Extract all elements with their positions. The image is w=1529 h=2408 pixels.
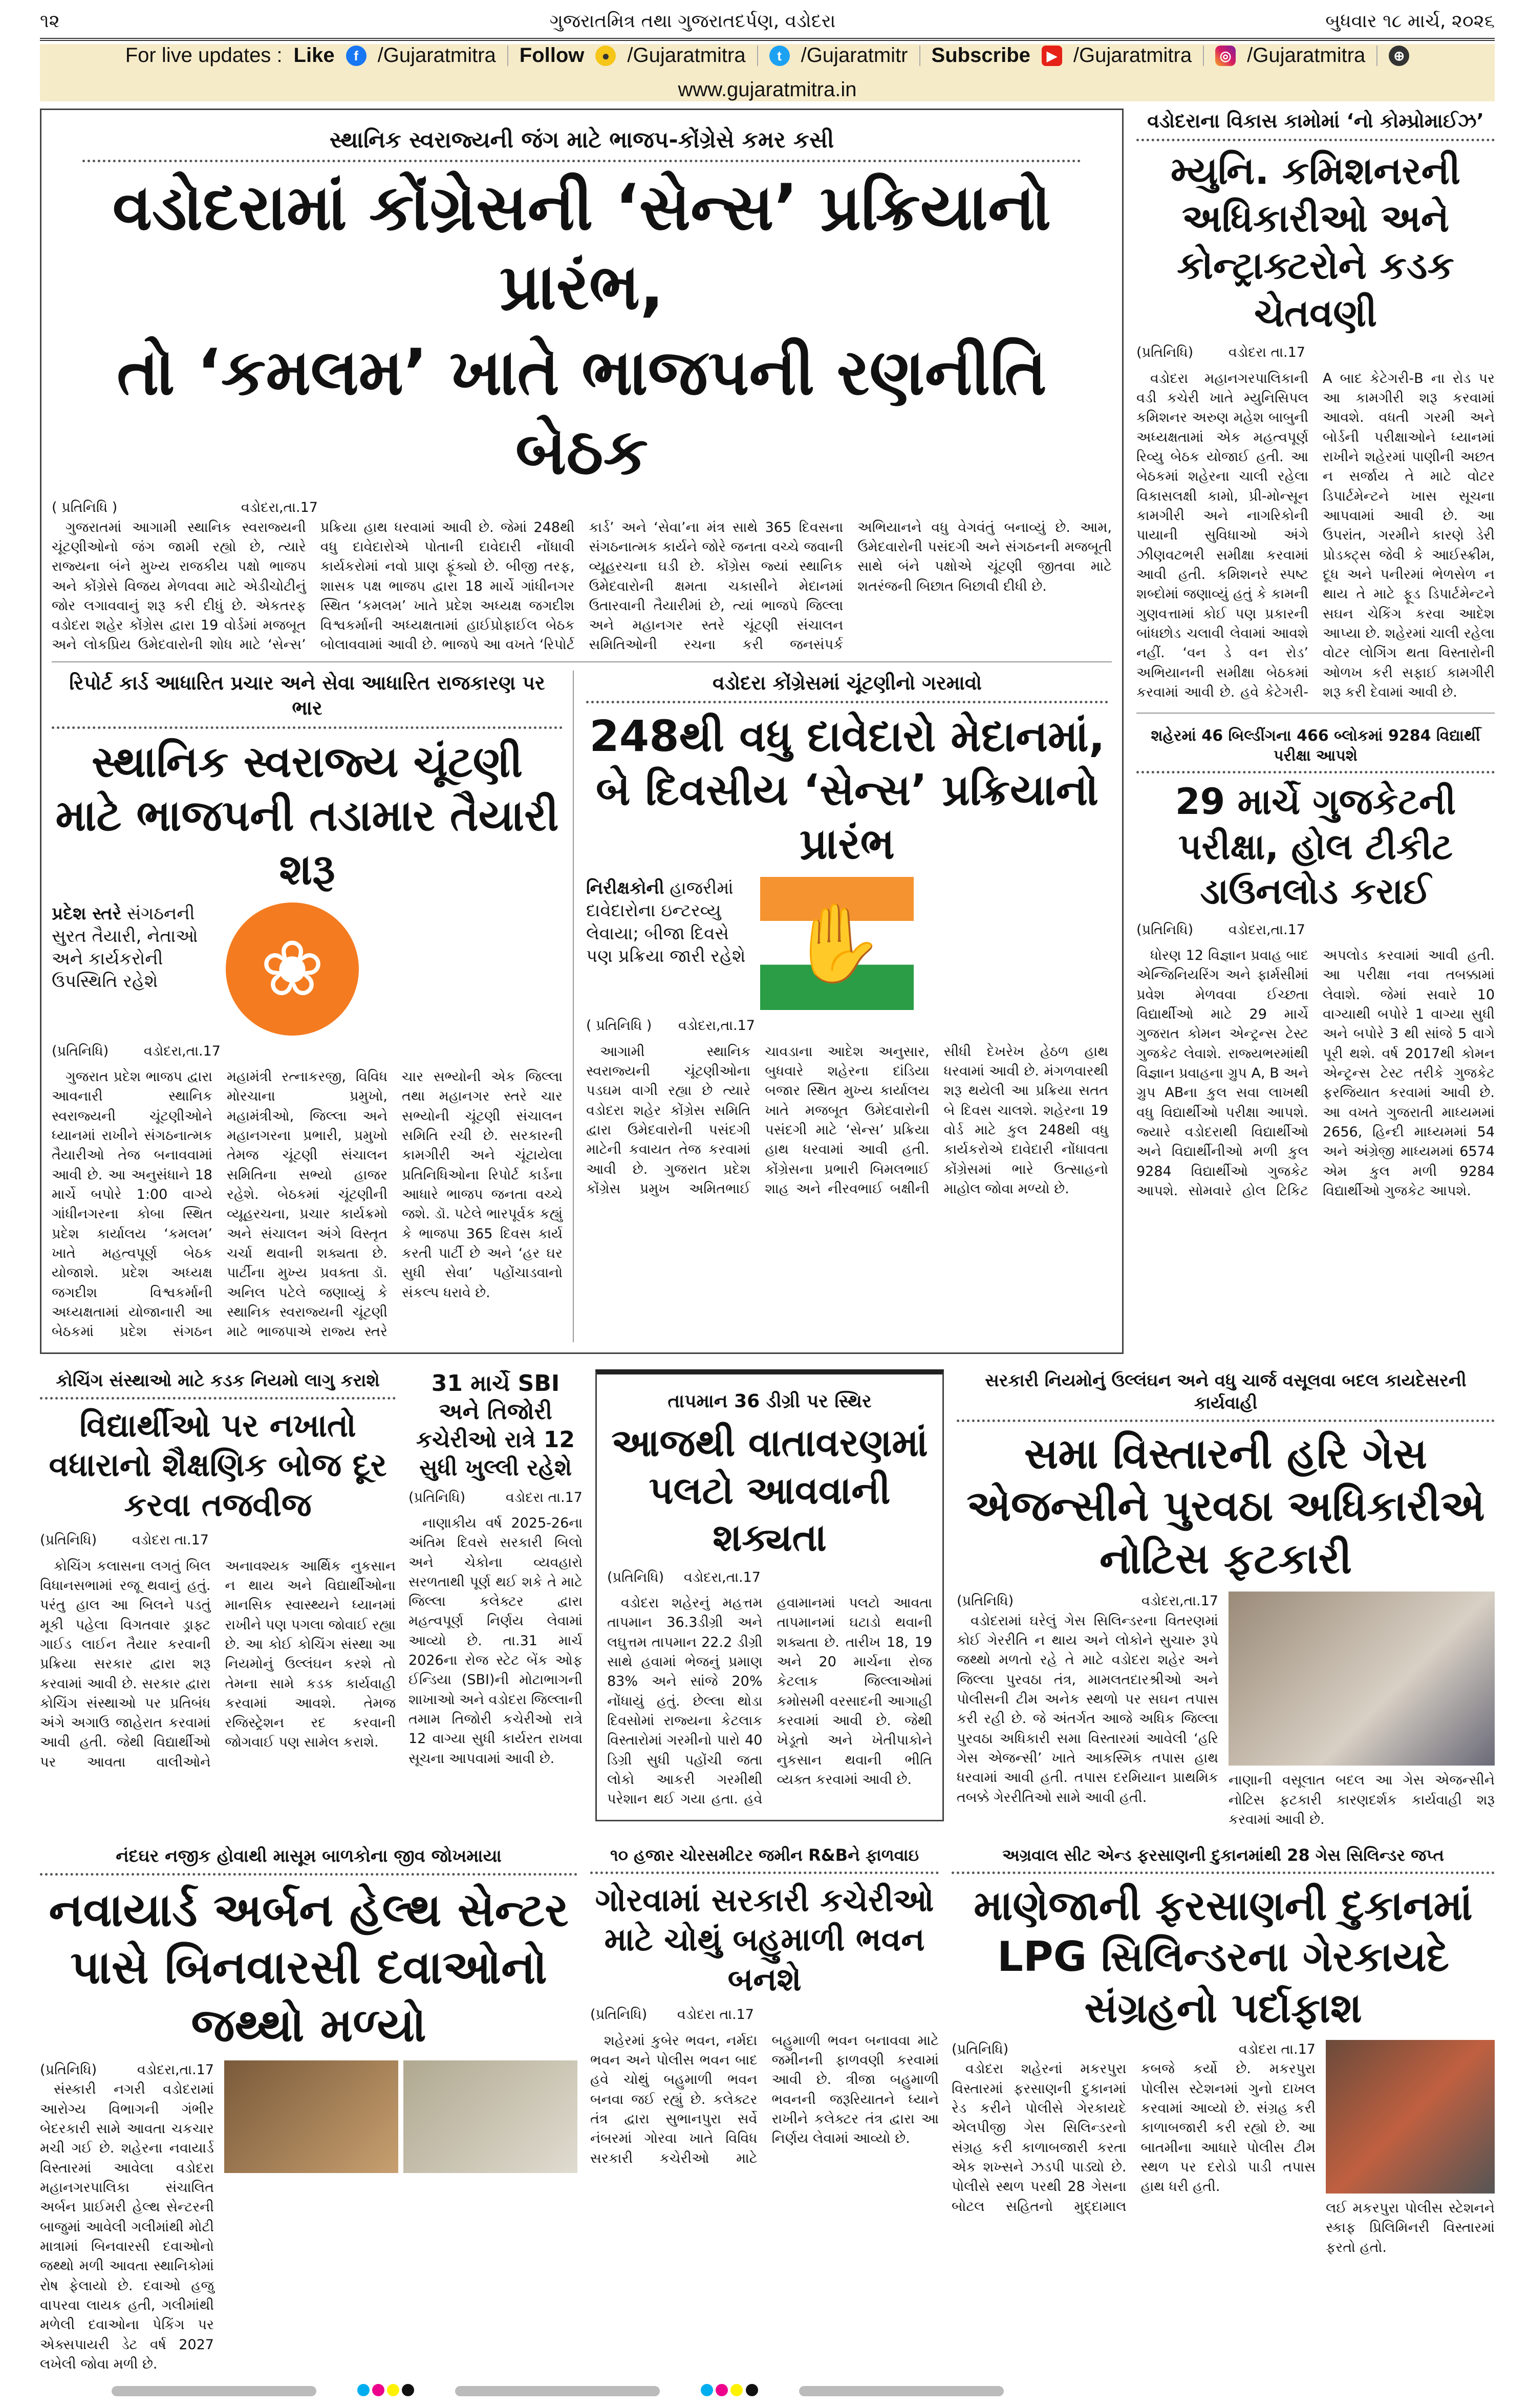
byline: ( પ્રતિનિધિ ): [586, 1018, 652, 1034]
cylinder-seizure-photo: [1326, 2040, 1495, 2194]
gas-inspection-photo: [1229, 1592, 1495, 1766]
gray-bar: [799, 2386, 1004, 2396]
top-section: [40, 109, 1495, 1354]
lead-headline-1: વડોદરામાં કોંગ્રેસની ‘સેન્સ’ પ્રક્રિયાનો પ્રારંભ,: [112, 171, 1051, 325]
article-body: [586, 1042, 1108, 1199]
congress-story: [586, 671, 1108, 1199]
bjp-headline: સ્થાનિક સ્વરાજ્ય ચૂંટણી માટે ભાજપની તડામાર તૈયારી શરૂ: [55, 736, 559, 894]
exam-kicker: શહેરમાં 46 બિલ્ડીંગના 466 બ્લોકમાં 9284 વિદ્યાર્થી પરીક્ષા આપશે: [1136, 726, 1495, 773]
dateline: વડોદરા,તા.17: [1228, 921, 1305, 938]
byline: (પ્રતિનિધિ): [52, 1043, 109, 1059]
right-column: [1136, 109, 1495, 1201]
dateline: વડોદરા,તા.17: [143, 1043, 221, 1059]
intro-bold: નિરીક્ષકોની: [586, 878, 664, 899]
intro-text: સંગઠનની સુરત તૈયારી, નેતાઓ અને કાર્યકરોની ઉપસ્થિતિ રહેશે: [52, 903, 198, 992]
article-body: [408, 1514, 583, 1769]
byline: (પ્રતિનિધિ): [40, 2062, 97, 2078]
divider: [757, 46, 758, 66]
bottom-section: [40, 1845, 1495, 2374]
middle-section: [40, 1369, 1495, 1830]
article-body: [1136, 369, 1495, 703]
byline: (પ્રતિનિધિ): [1136, 345, 1194, 361]
koo-bird-icon[interactable]: ●: [595, 46, 616, 66]
article-body: [957, 1611, 1218, 1808]
gas-agency-story: [957, 1369, 1495, 1830]
weather-story-box: [595, 1369, 944, 1821]
social-banner: [40, 44, 1495, 101]
banner-prefix: For live updates :: [125, 44, 283, 67]
body-text: નાણાકીય વર્ષ 2025-26ના અંતિમ દિવસે સરકારી બિલો અને ચેકોના વ્યવહારો સરળતાથી પૂર્ણ થઈ શકે તે માટે જિલ્લા કલેક્ટર દ્વારા મહત્વપૂર્ણ નિર્ણય લેવામાં આવ્યો છે. તા.31 માર્ચ 2026ના રોજ સ્ટેટ બેંક ઓફ ઈન્ડિયા (SBI)ની મોટાભાગની શાખાઓ અને વડોદરા જિલ્લાની તમામ તિજોરી કચેરીઓ રાત્રે 12 વાગ્યા સુધી કાર્યરત રાખવા સૂચના આપવામાં આવી છે.: [408, 1515, 583, 1767]
lead-headline-2: તો ‘કમલમ’ ખાતે ભાજપની રણનીતિ બેઠક: [117, 336, 1047, 489]
website-link[interactable]: www.gujaratmitra.in: [678, 78, 857, 101]
body-text: કોચિંગ કલાસના લગતું બિલ વિધાનસભામાં રજૂ થવાનું હતું. પરંતુ હાલ આ બિલને પડતું મૂકી પહેલા વિગતવાર ડ્રાફ્ટ ગાઈડ લાઈન તૈયાર કરવાની પ્રક્રિયા સરકાર દ્વારા શરૂ કરવામાં આવી છે. સરકાર દ્વારા કોચિંગ સંસ્થાઓ પર પ્રતિબંધ અંગે અગાઉ જાહેરાત કરવામાં આવી હતી. જેથી વિદ્યાર્થીઓ પર આવતા વાલીઓને અનાવશ્યક આર્થિક નુકસાન ન થાય અને વિદ્યાર્થીઓના માનસિક સ્વાસ્થ્યને ધ્યાનમાં રાખીને પણ પગલા જોવાઈ રહ્યા છે. આ કોઈ કોચિંગ સંસ્થા આ નિયમોનું ઉલ્લંઘન કરશે તો તેમના સામે કડક કાર્યવાહી કરવામાં આવશે. તેમજ રજિસ્ટ્રેશન રદ કરવાની જોગવાઈ પણ સામેલ કરાશે.: [40, 1558, 396, 1770]
dateline: વડોદરા,તા.17: [241, 500, 318, 516]
subscribe-label: Subscribe: [931, 44, 1030, 67]
color-dots: [701, 2384, 758, 2398]
byline: (પ્રતિનિધિ): [607, 1569, 664, 1585]
gray-bar: [112, 2386, 316, 2396]
coaching-story: [40, 1369, 396, 1773]
intro-bold: પ્રદેશ સ્તરે: [52, 903, 122, 924]
twitter-link[interactable]: /Gujaratmitr: [801, 44, 908, 67]
facebook-link[interactable]: /Gujaratmitra: [377, 44, 496, 67]
urban-headline: નવાયાર્ડ અર્બન હેલ્થ સેન્ટર પાસે બિનવારસી દવાઓનો જથ્થો મળ્યો: [49, 1883, 569, 2052]
like-label: Like: [293, 44, 335, 67]
twitter-icon[interactable]: t: [769, 46, 790, 66]
byline: (પ્રતિનિધિ): [40, 1532, 97, 1549]
article-body: [1136, 946, 1495, 1201]
masthead: ગુજરાતમિત્ર તથા ગુજરાતદર્પણ, વડોદરા: [549, 11, 836, 32]
lotus-logo: ❀: [226, 902, 359, 1036]
body-text: વડોદરા શહેરનાં મકરપુરા વિસ્તારમાં ફરસાણની દુકાનમાં રેડ કરીને પોલીસે ગેરકાયદે એલપીજી ગેસ સિલિન્ડરનો સંગ્રહ કરી કાળાબજારી કરતા એક શખ્સને ઝડપી પાડ્યો છે. પોલીસે સ્થળ પરથી 28 ગેસના બોટલ સહિતનો મુદ્દામાલ કબજે કર્યો છે. મકરપુરા પોલીસ સ્ટેશનમાં ગુનો દાખલ કરવામાં આવ્યો છે. સંગ્રહ કરી કાળાબજારી કરી રહ્યો છે. આ બાતમીના આધારે પોલીસ ટીમ સ્થળ પર દરોડો પાડી તપાસ હાથ ધરી હતી.: [952, 2061, 1316, 2214]
muni-kicker: વડોદરાના વિકાસ કામોમાં ‘નો કોમ્પ્રોમાઈઝ’: [1136, 109, 1495, 141]
divider: [1203, 46, 1204, 66]
body-text: ગુજરાત પ્રદેશ ભાજપ દ્વારા આવનારી સ્થાનિક સ્વરાજ્યની ચૂંટણીઓને ધ્યાનમાં રાખીને સંગઠનાત્મક તૈયારીઓ તેજ બનાવવામાં આવી છે. આ અનુસંધાને 18 માર્ચે બપોરે 1:00 વાગ્યે ગાંધીનગરના કોબા સ્થિત પ્રદેશ કાર્યાલય ‘કમલમ’ ખાતે મહત્વપૂર્ણ બેઠક યોજાશે. પ્રદેશ અધ્યક્ષ જગદીશ વિશ્વકર્માની અધ્યક્ષતામાં યોજાનારી આ બેઠકમાં પ્રદેશ સંગઠન મહામંત્રી રત્નાકરજી, વિવિધ મોરચાના પ્રમુખો, મહામંત્રીઓ, જિલ્લા અને મહાનગરના પ્રભારી, પ્રમુખો તેમજ ચૂંટણી સંચાલન સમિતિના સભ્યો હાજર રહેશે. બેઠકમાં ચૂંટણીની વ્યૂહરચના, પ્રચાર કાર્યક્રમો અને સંચાલન અંગે વિસ્તૃત ચર્ચા થવાની શક્યતા છે. પાર્ટીના મુખ્ય પ્રવક્તા ડૉ. અનિલ પટેલે જણાવ્યું કે સ્થાનિક સ્વરાજ્યની ચૂંટણી માટે ભાજપાએ રાજ્ય સ્તરે ચાર સભ્યોની એક જિલ્લા તથા મહાનગર સ્તરે ચાર સભ્યોની ચૂંટણી સંચાલન સમિતિ રચી છે. સરકારની કામગીરી અને ચૂંટાયેલા પ્રતિનિધિઓના રિપોર્ટ કાર્ડના આધારે ભાજપ જનતા વચ્ચે જશે. ડૉ. પટેલે ભારપૂર્વક કહ્યું કે ભાજપા 365 દિવસ કાર્ય કરતી પાર્ટી છે અને ‘હર ઘર સુધી સેવા’ પહોંચાડવાનો સંકલ્પ ધરાવે છે.: [52, 1068, 563, 1340]
color-dots: [357, 2384, 414, 2398]
dateline: વડોદરા તા.17: [1238, 2041, 1316, 2057]
gas-kicker: સરકારી નિયમોનું ઉલ્લંઘન અને વધુ ચાર્જ વસૂલવા બદલ કાયદેસરની કાર્યવાહી: [957, 1369, 1495, 1422]
divider: [1376, 46, 1377, 66]
globe-icon: ⊕: [1389, 46, 1409, 66]
koo-link[interactable]: /Gujaratmitra: [627, 44, 746, 67]
muni-headline: મ્યુનિ. કમિશનરની અધિકારીઓ અને કોન્ટ્રાક્ટરોને કડક ચેતવણી: [1170, 149, 1461, 335]
body-text: વડોદરામાં ઘરેલું ગેસ સિલિન્ડરના વિતરણમાં કોઈ ગેરરીતિ ન થાય અને લોકોને સુચારુ રૂપે જથ્થો મળતો રહે તે માટે વડોદરા શહેર અને જિલ્લા પુરવઠા તંત્ર, મામલતદારશ્રીઓ અને પોલીસની ટીમ અનેક સ્થળો પર સઘન તપાસ કરી રહી છે. જે અંતર્ગત આજે અધિક જિલ્લા પુરવઠા અધિકારી સમા વિસ્તારમાં આવેલી ‘હરિ ગેસ એજન્સી’ ખાતે આકસ્મિક તપાસ હાથ ધરવામાં આવી હતી. તપાસ દરમિયાન પ્રાથમિક તબક્કે ગેરરીતિઓ સામે આવી હતી.: [957, 1612, 1218, 1805]
dateline: વડોદરા,તા.17: [678, 1018, 755, 1034]
lead-kicker: સ્થાનિક સ્વરાજ્યની જંગ માટે ભાજપ-કોંગ્રેસે કમર કસી: [82, 125, 1081, 162]
bjp-intro: [52, 902, 216, 993]
sbi-story: [408, 1369, 583, 1769]
dateline: વડોદરા,તા.17: [137, 2062, 214, 2078]
bjp-kicker: રિપોર્ટ કાર્ડ આધારિત પ્રચાર અને સેવા આધારિત રાજકારણ પર ભાર: [52, 671, 563, 729]
body-text: સંસ્કારી નગરી વડોદરામાં આરોગ્ય વિભાગની ગંભીર બેદરકારી સામે આવતા ચકચાર મચી ગઈ છે. શહેરના નવાયાર્ડ વિસ્તારમાં આવેલા વડોદરા મહાનગરપાલિકા સંચાલિત અર્બન પ્રાઈમરી હેલ્થ સેન્ટરની બાજુમાં આવેલી ગલીમાંથી મોટી માત્રામાં બિનવારસી દવાઓનો જથ્થો મળી આવતા સ્થાનિકોમાં રોષ ફેલાયો છે. દવાઓ હજુ વાપરવા લાયક હતી, ગલીમાંથી મળેલી દવાઓના પેકિંગ પર એક્સપાયરી ડેટ વર્ષ 2027 લખેલી જોવા મળી છે.: [40, 2081, 214, 2372]
bjp-story: [52, 671, 574, 1342]
gorva-story: [590, 1845, 939, 2168]
follow-label: Follow: [519, 44, 585, 67]
sbi-headline: 31 માર્ચે SBI અને તિજોરી કચેરીઓ રાત્રે 12 સુધી ખુલ્લી રહેશે: [416, 1370, 575, 1481]
article-body: [590, 2031, 939, 2168]
issue-date: બુધવાર ૧૮ માર્ચ, ૨૦૨૬: [1325, 11, 1495, 32]
instagram-icon[interactable]: ◎: [1215, 46, 1236, 66]
body-text: શહેરમાં કુબેર ભવન, નર્મદા ભવન અને પોલીસ ભવન બાદ હવે ચોથું બહુમાળી ભવન બનવા જઈ રહ્યું છે. કલેક્ટર તંત્ર દ્વારા સુભાનપુરા સર્વે નંબરમાં ગોરવા ખાતે વિવિધ સરકારી કચેરીઓ માટે બહુમાળી ભવન બનાવવા માટે જમીનની ફાળવણી કરવામાં આવી છે. ત્રીજા બહુમાળી ભવનની જરૂરિયાતને ધ્યાને રાખીને કલેક્ટર તંત્ર દ્વારા આ નિર્ણય લેવામાં આવ્યો છે.: [590, 2032, 939, 2166]
lead-article: [52, 498, 1112, 655]
weather-kicker: તાપમાન 36 ડીગ્રી પર સ્થિર: [667, 1390, 872, 1412]
body-text: ધોરણ 12 વિજ્ઞાન પ્રવાહ બાદ એન્જિનિયરિંગ અને ફાર્મસીમાં પ્રવેશ મેળવવા ઈચ્છતા વિદ્યાર્થીઓ માટે 29 માર્ચે ગુજરાત કોમન એન્ટ્રન્સ ટેસ્ટ ગુજકેટ લેવાશે. રાજ્યભરમાંથી વિજ્ઞાન પ્રવાહના ગ્રુપ A, B અને ગ્રુપ ABના કુલ સવા લાખથી વધુ વિદ્યાર્થીઓ પરીક્ષા આપશે. જ્યારે વડોદરાથી વિદ્યાર્થીઓ અને વિદ્યાર્થીનીઓ મળી કુલ 9284 વિદ્યાર્થીઓ ગુજકેટ આપશે. સોમવારે હોલ ટિકિટ અપલોડ કરવામાં આવી હતી. આ પરીક્ષા નવા તબક્કામાં લેવાશે. જેમાં સવારે 10 વાગ્યાથી બપોરે 1 વાગ્યા સુધી અને બપોરે 3 થી સાંજે 5 વાગે પૂરી થશે. વર્ષ 2017થી કોમન એન્ટ્રન્સ ટેસ્ટ તરીકે ગુજકેટ ફરજિયાત કરવામાં આવી છે. આ વખતે ગુજરાતી માધ્યમમાં 2656, હિન્દી માધ્યમમાં 54 અને અંગ્રેજી માધ્યમમાં 6574 એમ કુલ મળી 9284 વિદ્યાર્થીઓ ગુજકેટ આપશે.: [1136, 948, 1495, 1199]
article-body: [607, 1594, 932, 1810]
dateline: વડોદરા,તા.17: [1141, 1593, 1218, 1609]
lpg-kicker: અગ્રવાલ સીટ એન્ડ ફરસાણની દુકાનમાંથી 28 ગેસ સિલિન્ડર જપ્ત: [952, 1845, 1495, 1874]
photo-caption: લઈ મકરપુરા પોલીસ સ્ટેશનને સ્કાફ પ્રિલિમિનરી વિસ્તારમાં ફરતો હતો.: [1326, 2200, 1495, 2255]
weather-headline: આજથી વાતાવરણમાં પલટો આવવાની શક્યતા: [611, 1421, 928, 1560]
dateline: વડોદરા તા.17: [132, 1532, 209, 1549]
gorva-kicker: ૧૦ હજાર ચોરસમીટર જમીન R&Bને ફાળવાઇ: [590, 1845, 939, 1874]
photo-caption: નાણાની વસૂલાત બદલ આ ગેસ એજન્સીને નોટિસ ફટકારી કારણદર્શક કાર્યવાહી શરૂ કરવામાં આવી છે.: [1229, 1772, 1495, 1828]
byline: (પ્રતિનિધિ): [590, 2007, 648, 2023]
youtube-link[interactable]: /Gujaratmitra: [1073, 44, 1192, 67]
medicine-photo: [224, 2060, 398, 2173]
urban-health-story: [40, 1845, 577, 2374]
dateline: વડોદરા,તા.17: [683, 1569, 761, 1585]
print-registration-marks: [40, 2384, 1495, 2398]
congress-kicker: વડોદરા કોંગ્રેસમાં ચૂંટણીનો ગરમાવો: [586, 671, 1108, 703]
article-body: [52, 518, 1112, 655]
byline: (પ્રતિનિધિ): [957, 1593, 1014, 1609]
byline: (પ્રતિનિધિ): [408, 1489, 466, 1506]
article-body: [40, 2080, 214, 2374]
congress-headline: 248થી વધુ દાવેદારો મેદાનમાં, બે દિવસીય ‘સેન્સ’ પ્રક્રિયાનો પ્રારંભ: [589, 711, 1105, 869]
body-text: વડોદરા શહેરનું મહત્તમ તાપમાન 36.3ડીગ્રી અને લઘુત્તમ તાપમાન 22.2 ડીગ્રી સાથે હવામાં ભેજનું પ્રમાણ 83% અને સાંજે 20% નોંધાયું હતું. છેલ્લા થોડા દિવસોમાં રાજ્યના કેટલાક વિસ્તારોમાં ગરમીનો પારો 40 ડિગ્રી સુધી પહોંચી જતા લોકો આકરી ગરમીથી પરેશાન થઈ ગયા હતા. હવે હવામાનમાં પલટો આવતા તાપમાનમાં ઘટાડો થવાની શક્યતા છે. તારીખ 18, 19 અને 20 માર્ચના રોજ કેટલાક જિલ્લાઓમાં કમોસમી વરસાદની આગાહી કરવામાં આવી છે. જેથી ખેડૂતો અને ખેતીપાકોને નુકસાન થવાની ભીતિ વ્યક્ત કરવામાં આવી છે.: [607, 1595, 932, 1808]
lpg-headline: માણેજાની ફરસાણની દુકાનમાં LPG સિલિન્ડરના ગેરકાયદે સંગ્રહનો પર્દાફાશ: [974, 1881, 1473, 2032]
body-text: ગુજરાતમાં આગામી સ્થાનિક સ્વરાજ્યની ચૂંટણીઓનો જંગ જામી રહ્યો છે, ત્યારે રાજ્યના બંને મુખ્ય રાજકીય પક્ષો ભાજપ અને કોંગ્રેસે વિજય મેળવવા માટે એડીચોટીનું જોર લગાવવાનું શરૂ કરી દીધું છે. એકતરફ વડોદરા શહેર કોંગ્રેસ દ્વારા 19 વોર્ડમાં મજબૂત અને લોકપ્રિય ઉમેદવારોની શોધ માટે ‘સેન્સ’ પ્રક્રિયા હાથ ધરવામાં આવી છે. જેમાં 248થી વધુ દાવેદારોએ પોતાની દાવેદારી નોંધાવી કાર્યકરોમાં નવો પ્રાણ ફૂંક્યો છે. બીજી તરફ, શાસક પક્ષ ભાજપ દ્વારા 18 માર્ચે ગાંધીનગર સ્થિત ‘કમલમ’ ખાતે પ્રદેશ અધ્યક્ષ જગદીશ વિશ્વકર્માની અધ્યક્ષતામાં હાઈપ્રોફાઈલ બેઠક બોલાવવામાં આવી છે. ભાજપે આ વખતે ‘રિપોર્ટ કાર્ડ’ અને ‘સેવા’ના મંત્ર સાથે 365 દિવસના સંગઠનાત્મક કાર્યને જોરે જનતા વચ્ચે જવાની વ્યૂહરચના ઘડી છે. કોંગ્રેસ જ્યાં સ્થાનિક ઉમેદવારોની ક્ષમતા ચકાસીને મેદાનમાં ઉતારવાની તૈયારીમાં છે, ત્યાં ભાજપે જિલ્લા અને મહાનગર સ્તરે ચૂંટણી સંચાલન સમિતિઓની રચના કરી જનસંપર્ક અભિયાનને વધુ વેગવંતું બનાવ્યું છે. આમ, ઉમેદવારોની પસંદગી અને સંગઠનની મજબૂતી સાથે બંને પક્ષોએ ચૂંટણી જીતવા માટે શતરંજની બિછાત બિછાવી દીધી છે.: [52, 519, 1112, 653]
medicine-photo: [403, 2060, 577, 2173]
congress-hand-logo: ✋: [760, 877, 914, 1010]
byline: (પ્રતિનિધિ): [952, 2041, 1009, 2057]
article-body: [52, 1067, 563, 1342]
lead-story-box: [40, 109, 1124, 1354]
page-number: ૧૨: [40, 11, 60, 32]
youtube-icon[interactable]: ▶: [1042, 46, 1062, 66]
intro-text: હાજરીમાં દાવેદારોના ઇન્ટરવ્યુ લેવાયા; બીજા દિવસે પણ પ્રક્રિયા જારી રહેશે: [586, 878, 746, 966]
article-body: [40, 1557, 396, 1773]
urban-kicker: નંદઘર નજીક હોવાથી માસૂમ બાળકોના જીવ જોખમાયા: [40, 1845, 577, 1875]
divider: [507, 46, 508, 66]
byline: ( પ્રતિનિધિ ): [52, 500, 118, 516]
exam-headline: 29 માર્ચે ગુજકેટની પરીક્ષા, હોલ ટીકીટ ડાઉનલોડ કરાઈ: [1175, 781, 1456, 913]
instagram-link[interactable]: /Gujaratmitra: [1247, 44, 1366, 67]
lead-substories: [52, 661, 1112, 1342]
byline: (પ્રતિનિધિ): [1136, 921, 1194, 938]
gray-bar: [455, 2386, 660, 2396]
lpg-story: [952, 1845, 1495, 2258]
coaching-headline: વિદ્યાર્થીઓ પર નખાતો વધારાનો શૈક્ષણિક બોજ દૂર કરવા તજવીજ: [49, 1406, 387, 1523]
article-body: [952, 2059, 1316, 2217]
page-header: [40, 5, 1495, 41]
muni-story: [1136, 109, 1495, 714]
dateline: વડોદરા તા.17: [505, 1489, 583, 1506]
gujcet-story: [1136, 726, 1495, 1201]
gas-headline: સમા વિસ્તારની હરિ ગેસ એજન્સીને પુરવઠા અધિકારીએ નોટિસ ફટકારી: [966, 1429, 1485, 1583]
dateline: વડોદરા તા.17: [1228, 345, 1305, 361]
congress-intro: [586, 877, 750, 967]
gorva-headline: ગોરવામાં સરકારી કચેરીઓ માટે ચોથું બહુમાળી ભવન બનશે: [595, 1881, 934, 1998]
dateline: વડોદરા તા.17: [677, 2007, 754, 2023]
divider: [919, 46, 920, 66]
body-text: વડોદરા મહાનગરપાલિકાની વડી કચેરી ખાતે મ્યુનિસિપલ કમિશનર અરુણ મહેશ બાબુની અધ્યક્ષતામાં એક મહત્વપૂર્ણ રિવ્યુ બેઠક યોજાઈ હતી. આ બેઠકમાં શહેરના ચાલી રહેલા વિકાસલક્ષી કામો, પ્રી-મોન્સૂન કામગીરી અને નાગરિકોની પાયાની સુવિધાઓ અંગે ઝીણવટભરી સમીક્ષા કરવામાં આવી હતી. કમિશનરે સ્પષ્ટ શબ્દોમાં જણાવ્યું હતું કે કામની ગુણવત્તામાં કોઈ પણ પ્રકારની બાંધછોડ ચલાવી લેવામાં આવશે નહીં. ‘વન ડે વન રોડ’ અભિયાનની સમીક્ષા બેઠકમાં કરવામાં આવી છે. હવે કેટેગરી-A બાદ કેટેગરી-B ના રોડ પર આ કામગીરી શરૂ કરવામાં આવશે. વધતી ગરમી અને બોર્ડની પરીક્ષાઓને ધ્યાનમાં રાખીને શહેરમાં પાણીની અછત ન સર્જાય તે માટે વોટર ડિપાર્ટમેન્ટને ખાસ સૂચના આપવામાં આવી છે. આ ઉપરાંત, ગરમીને કારણે ડેરી પ્રોડક્ટ્સ જેવી કે આઈસ્ક્રીમ, દૂધ અને પનીરમાં ભેળસેળ ન થાય તે માટે ફૂડ ડિપાર્ટમેન્ટને સઘન ચેકિંગ કરવા આદેશ આપ્યા છે. શહેરમાં ચાલી રહેલા વોટર લોગિંગ થતા વિસ્તારોની ઓળખ કરી સફાઈ કામગીરી શરૂ કરી દેવામાં આવી છે.: [1136, 370, 1495, 700]
facebook-icon[interactable]: f: [346, 46, 367, 66]
body-text: આગામી સ્થાનિક સ્વરાજ્યની ચૂંટણીઓના પડઘમ વાગી રહ્યા છે ત્યારે વડોદરા શહેર કોંગ્રેસ સમિતિ દ્વારા ઉમેદવારોની પસંદગી માટેની કવાયત તેજ કરવામાં આવી છે. ગુજરાત પ્રદેશ કોંગ્રેસ પ્રમુખ અમિતભાઈ ચાવડાના આદેશ અનુસાર, બુધવારે શહેરના દાંડિયા બજાર સ્થિત મુખ્ય કાર્યાલય ખાતે મજબૂત ઉમેદવારોની પસંદગી માટે ‘સેન્સ’ પ્રક્રિયા હાથ ધરવામાં આવી હતી. કોંગ્રેસના પ્રભારી બિમલભાઈ શાહ અને નીરવભાઈ બક્ષીની સીધી દેખરેખ હેઠળ હાથ ધરવામાં આવી છે. મંગળવારથી શરૂ થયેલી આ પ્રક્રિયા સતત બે દિવસ ચાલશે. શહેરના 19 વોર્ડ માટે કુલ 248થી વધુ કાર્યકરોએ દાવેદારી નોંધાવતા કોંગ્રેસમાં ભારે ઉત્સાહનો માહોલ જોવા મળ્યો છે.: [586, 1043, 1108, 1197]
coaching-kicker: કોચિંગ સંસ્થાઓ માટે કડક નિયમો લાગુ કરાશે: [40, 1369, 396, 1400]
